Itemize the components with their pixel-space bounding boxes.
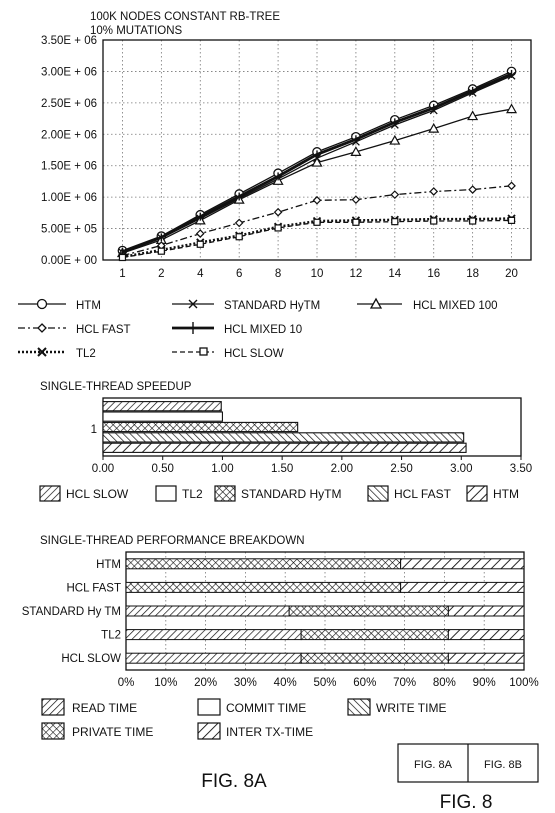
x-tick-label: 0% <box>117 677 135 689</box>
x-tick-label: 14 <box>388 268 402 280</box>
data-point <box>431 218 437 224</box>
legend-item-tl2 <box>156 486 203 501</box>
category-label: HCL SLOW <box>61 653 121 666</box>
figure-index-box <box>398 744 538 782</box>
x-tick-label: 2 <box>158 268 165 280</box>
data-point <box>392 219 398 225</box>
swatch-hcl-slow <box>40 486 60 501</box>
segment-inter-tx-time <box>448 653 524 663</box>
swatch-hcl-fast <box>368 486 388 501</box>
y-tick-label: 3.00E + 06 <box>41 66 97 79</box>
x-tick-label: 1.50 <box>270 463 294 475</box>
legend-item-hcl-mixed-100 <box>357 299 498 312</box>
speedup-bar-standard-hytm <box>103 422 298 431</box>
x-tick-label: 50% <box>313 677 337 689</box>
category-label: TL2 <box>101 629 121 642</box>
speedup-bar-hcl-fast <box>103 433 464 442</box>
x-tick-label: 6 <box>235 268 243 280</box>
data-point <box>509 217 515 223</box>
legend-item-private-time <box>42 723 153 739</box>
speedup-legend <box>40 486 519 501</box>
x-tick-label: 1 <box>119 268 126 280</box>
legend-label: HCL FAST <box>76 324 131 336</box>
segment-inter-tx-time <box>401 582 524 592</box>
y-tick-label: 1.00E + 06 <box>41 192 97 205</box>
swatch-htm <box>467 486 487 501</box>
segment-inter-tx-time <box>448 606 524 616</box>
x-tick-label: 16 <box>427 268 441 280</box>
segment-private-time <box>289 606 448 616</box>
x-tick-label: 100% <box>509 677 539 689</box>
x-tick-label: 70% <box>393 677 417 689</box>
swatch-private-time <box>42 723 64 739</box>
x-tick-label: 0.50 <box>151 463 174 475</box>
data-point <box>236 234 242 240</box>
legend-item-write-time <box>348 699 446 715</box>
legend-label: READ TIME <box>72 701 138 715</box>
y-tick-label: 5.00E + 05 <box>41 223 97 236</box>
line-chart-title: 100K NODES CONSTANT RB-TREE <box>90 11 281 23</box>
swatch-standard-hytm <box>215 486 235 501</box>
y-tick-label: 2.50E + 06 <box>41 97 97 110</box>
x-tick-label: 12 <box>349 268 363 280</box>
data-point <box>119 254 125 260</box>
x-tick-label: 8 <box>274 268 282 280</box>
circle-marker-icon <box>38 300 47 309</box>
index-box-right-label: FIG. 8B <box>484 759 522 771</box>
x-tick-label: 20 <box>505 268 518 280</box>
legend-label: STANDARD HyTM <box>241 487 342 501</box>
legend-item-hcl-fast <box>368 486 452 501</box>
y-tick-label: 0.00E + 00 <box>41 255 97 267</box>
figure-caption: FIG. 8A <box>201 771 267 792</box>
data-point <box>236 219 243 226</box>
data-point <box>508 182 515 189</box>
data-point <box>353 219 359 225</box>
category-label: STANDARD Hy TM <box>21 606 121 618</box>
segment-read-time <box>126 630 301 640</box>
segment-private-time <box>301 653 448 663</box>
legend-label: TL2 <box>76 348 96 360</box>
segment-read-time <box>126 653 301 663</box>
segment-inter-tx-time <box>448 630 524 640</box>
swatch-write-time <box>348 699 370 715</box>
speedup-bar-tl2 <box>103 412 222 421</box>
figure-label: FIG. 8 <box>439 792 493 813</box>
legend-item-standard-hytm <box>172 300 320 312</box>
x-tick-label: 3.50 <box>509 463 533 475</box>
legend-label: WRITE TIME <box>376 701 447 715</box>
legend-label: HTM <box>493 487 519 501</box>
x-tick-label: 60% <box>353 677 377 689</box>
legend-label: TL2 <box>182 487 203 501</box>
line-chart <box>41 11 531 280</box>
breakdown-chart <box>22 535 539 689</box>
legend-item-hcl-slow <box>172 348 284 360</box>
data-point <box>197 241 203 247</box>
legend-item-read-time <box>42 699 137 715</box>
square-marker-icon <box>200 348 207 355</box>
x-tick-label: 20% <box>194 677 218 689</box>
segment-private-time <box>126 559 401 569</box>
speedup-category-label: 1 <box>90 424 97 436</box>
segment-inter-tx-time <box>401 559 524 569</box>
data-point <box>197 230 204 237</box>
speedup-chart <box>40 381 532 475</box>
x-tick-label: 18 <box>466 268 480 280</box>
speedup-chart-title: SINGLE-THREAD SPEEDUP <box>40 381 192 393</box>
speedup-bar-htm <box>103 443 466 452</box>
data-point <box>275 209 282 216</box>
data-point <box>275 225 281 231</box>
data-point <box>314 197 321 204</box>
legend-item-htm <box>18 300 101 313</box>
legend-item-hcl-mixed-10 <box>172 322 302 336</box>
data-point <box>158 248 164 254</box>
swatch-read-time <box>42 699 64 715</box>
data-point <box>469 186 476 193</box>
x-tick-label: 0.00 <box>91 463 115 475</box>
diamond-marker-icon <box>38 324 46 332</box>
x-tick-label: 4 <box>197 268 204 280</box>
legend-label: HTM <box>76 300 101 312</box>
y-tick-label: 2.00E + 06 <box>41 129 97 142</box>
data-point <box>430 188 437 195</box>
speedup-bar-hcl-slow <box>103 402 221 411</box>
category-label: HCL FAST <box>66 582 121 595</box>
legend-item-commit-time <box>198 699 306 715</box>
legend-label: HCL SLOW <box>66 487 129 501</box>
legend-item-standard-hytm <box>215 486 341 501</box>
legend-item-htm <box>467 486 519 501</box>
x-tick-label: 2.00 <box>330 463 354 475</box>
x-tick-label: 10 <box>310 268 324 280</box>
x-tick-label: 3.00 <box>450 463 473 475</box>
data-point <box>314 219 320 225</box>
x-tick-label: 40% <box>273 677 297 689</box>
legend-label: STANDARD HyTM <box>224 300 321 312</box>
swatch-inter-tx-time <box>198 723 220 739</box>
swatch-tl2 <box>156 486 176 501</box>
breakdown-chart-title: SINGLE-THREAD PERFORMANCE BREAKDOWN <box>40 535 305 547</box>
y-tick-label: 1.50E + 06 <box>41 160 97 173</box>
legend-item-inter-tx-time <box>198 723 313 739</box>
data-point <box>352 196 359 203</box>
legend-label: HCL MIXED 100 <box>413 300 498 312</box>
x-tick-label: 90% <box>472 677 496 689</box>
segment-private-time <box>126 582 401 592</box>
legend-label: HCL SLOW <box>224 348 284 360</box>
legend-item-hcl-fast <box>18 324 131 336</box>
line-chart-legend <box>18 299 498 360</box>
legend-item-tl2 <box>18 348 96 360</box>
x-tick-label: 80% <box>432 677 456 689</box>
legend-label: INTER TX-TIME <box>226 725 314 739</box>
category-label: HTM <box>96 558 121 571</box>
breakdown-legend <box>42 699 446 739</box>
legend-label: COMMIT TIME <box>226 701 307 715</box>
legend-item-hcl-slow <box>40 486 129 501</box>
legend-label: HCL MIXED 10 <box>224 324 303 336</box>
segment-read-time <box>126 606 289 616</box>
y-tick-label: 3.50E + 06 <box>41 35 97 47</box>
legend-label: PRIVATE TIME <box>72 725 154 739</box>
x-tick-label: 1.00 <box>211 463 234 475</box>
x-tick-label: 30% <box>233 677 257 689</box>
x-tick-label: 2.50 <box>390 463 413 475</box>
line-chart-subtitle: 10% MUTATIONS <box>90 25 183 37</box>
x-tick-label: 10% <box>154 677 178 689</box>
data-point <box>470 218 476 224</box>
legend-label: HCL FAST <box>394 487 451 501</box>
swatch-commit-time <box>198 699 220 715</box>
data-point <box>507 105 516 113</box>
index-box-left-label: FIG. 8A <box>414 759 452 771</box>
segment-private-time <box>301 630 448 640</box>
